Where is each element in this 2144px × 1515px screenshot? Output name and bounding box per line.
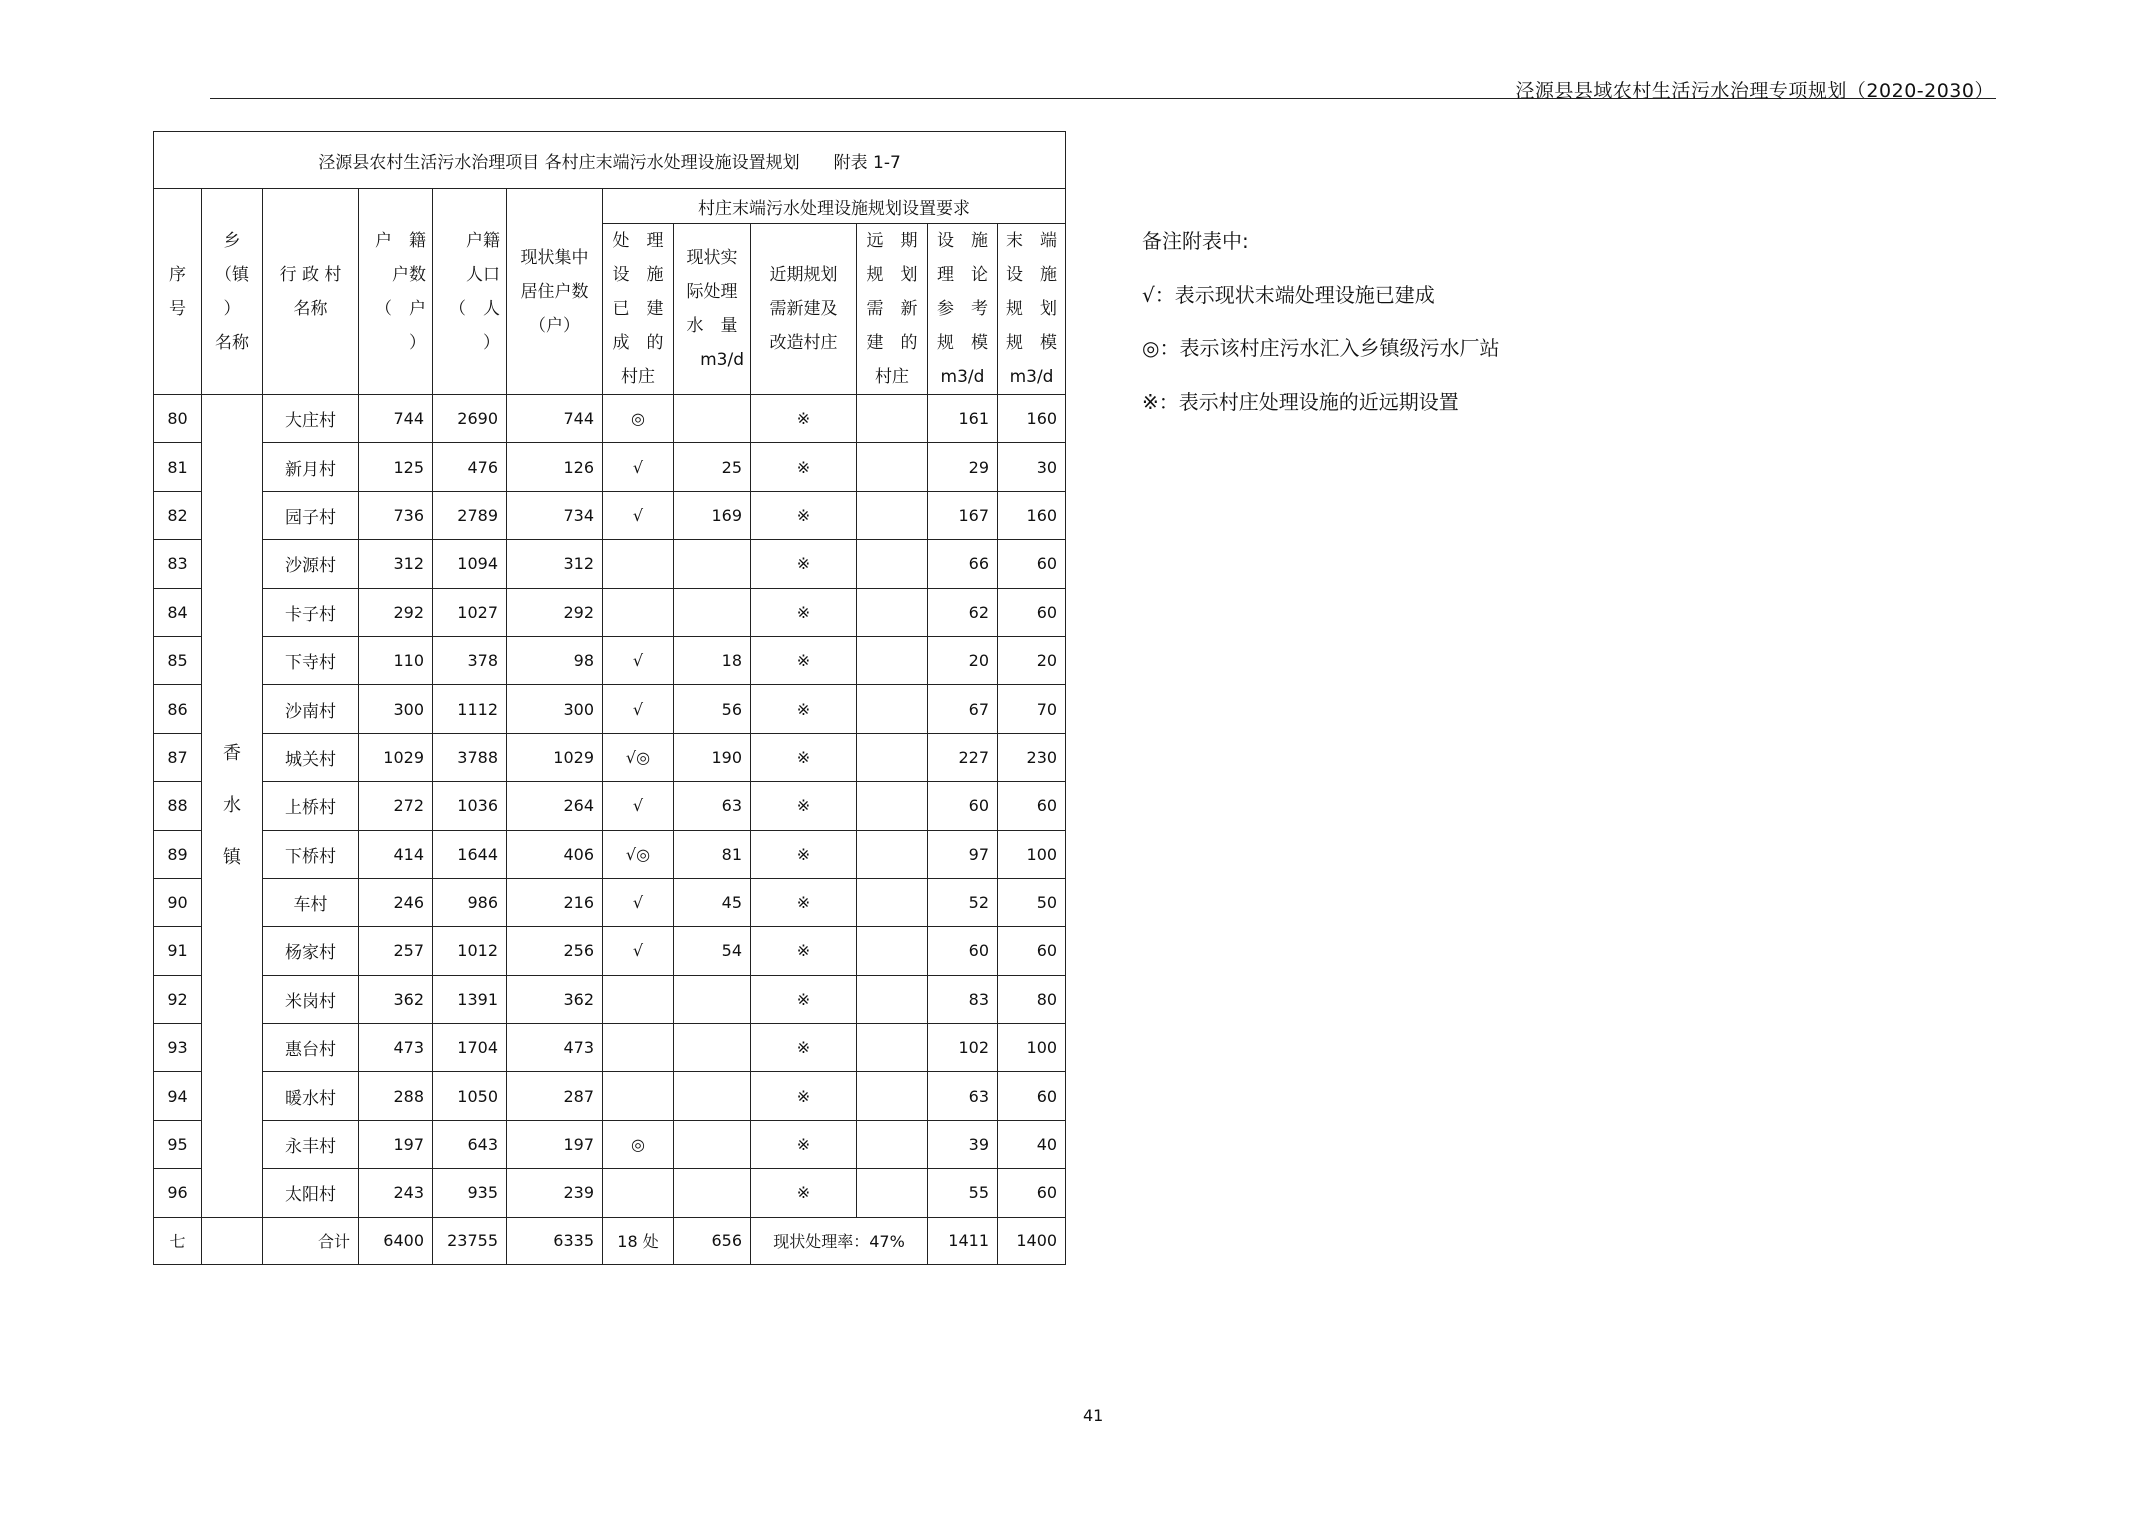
village-name: 太阳村 xyxy=(263,1169,359,1217)
table-row xyxy=(154,782,1066,830)
built-status-cell: √ xyxy=(603,443,674,491)
table-row xyxy=(154,830,1066,878)
village-name: 永丰村 xyxy=(263,1120,359,1168)
built-status-cell xyxy=(603,1169,674,1217)
note-item: ◎：表示该村庄污水汇入乡镇级污水厂站 xyxy=(1142,336,1500,360)
near-term-cell: ※ xyxy=(751,1120,857,1168)
theory-scale-cell: 52 xyxy=(928,878,998,926)
row-index: 94 xyxy=(154,1072,202,1120)
row-index: 92 xyxy=(154,975,202,1023)
near-term-cell: ※ xyxy=(751,1169,857,1217)
resident-households-cell: 734 xyxy=(507,491,603,539)
population-cell: 1094 xyxy=(433,540,507,588)
page-number: 41 xyxy=(1083,1406,1104,1425)
row-index: 86 xyxy=(154,685,202,733)
near-term-cell: ※ xyxy=(751,782,857,830)
households-cell: 312 xyxy=(359,540,433,588)
table-row xyxy=(154,491,1066,539)
total-households: 6400 xyxy=(359,1217,433,1264)
table-row xyxy=(154,975,1066,1023)
households-cell: 473 xyxy=(359,1024,433,1072)
population-cell: 1027 xyxy=(433,588,507,636)
table-row xyxy=(154,588,1066,636)
total-row xyxy=(154,1217,1066,1264)
long-term-cell xyxy=(857,733,928,781)
near-term-cell: ※ xyxy=(751,927,857,975)
built-status-cell xyxy=(603,975,674,1023)
resident-households-cell: 362 xyxy=(507,975,603,1023)
current-flow-cell: 63 xyxy=(674,782,751,830)
households-cell: 300 xyxy=(359,685,433,733)
village-name: 卡子村 xyxy=(263,588,359,636)
households-cell: 257 xyxy=(359,927,433,975)
plan-scale-cell: 60 xyxy=(998,588,1066,636)
resident-households-cell: 473 xyxy=(507,1024,603,1072)
theory-scale-cell: 167 xyxy=(928,491,998,539)
population-cell: 1012 xyxy=(433,927,507,975)
village-name: 车村 xyxy=(263,878,359,926)
col-header-current-flow: 现状实 际处理 水 量 m3/d xyxy=(674,224,751,395)
built-status-cell xyxy=(603,588,674,636)
table-row xyxy=(154,1072,1066,1120)
current-flow-cell: 169 xyxy=(674,491,751,539)
row-index: 85 xyxy=(154,636,202,684)
long-term-cell xyxy=(857,975,928,1023)
village-name: 沙南村 xyxy=(263,685,359,733)
households-cell: 125 xyxy=(359,443,433,491)
col-header-built: 处 理 设 施 已 建 成 的 村庄 xyxy=(603,224,674,395)
col-header-idx: 序 号 xyxy=(154,189,202,395)
long-term-cell xyxy=(857,782,928,830)
plan-scale-cell: 230 xyxy=(998,733,1066,781)
near-term-cell: ※ xyxy=(751,830,857,878)
current-flow-cell: 18 xyxy=(674,636,751,684)
table-row xyxy=(154,540,1066,588)
plan-scale-cell: 160 xyxy=(998,491,1066,539)
households-cell: 243 xyxy=(359,1169,433,1217)
population-cell: 3788 xyxy=(433,733,507,781)
long-term-cell xyxy=(857,395,928,443)
village-name: 米岗村 xyxy=(263,975,359,1023)
long-term-cell xyxy=(857,1120,928,1168)
long-term-cell xyxy=(857,927,928,975)
built-status-cell xyxy=(603,1024,674,1072)
table-row xyxy=(154,733,1066,781)
resident-households-cell: 312 xyxy=(507,540,603,588)
population-cell: 986 xyxy=(433,878,507,926)
total-town xyxy=(202,1217,263,1264)
long-term-cell xyxy=(857,878,928,926)
households-cell: 197 xyxy=(359,1120,433,1168)
current-flow-cell xyxy=(674,1024,751,1072)
col-header-long-term: 远 期 规 划 需 新 建 的 村庄 xyxy=(857,224,928,395)
near-term-cell: ※ xyxy=(751,733,857,781)
theory-scale-cell: 66 xyxy=(928,540,998,588)
theory-scale-cell: 62 xyxy=(928,588,998,636)
row-index: 81 xyxy=(154,443,202,491)
resident-households-cell: 744 xyxy=(507,395,603,443)
row-index: 95 xyxy=(154,1120,202,1168)
long-term-cell xyxy=(857,540,928,588)
households-cell: 110 xyxy=(359,636,433,684)
plan-scale-cell: 80 xyxy=(998,975,1066,1023)
households-cell: 292 xyxy=(359,588,433,636)
near-term-cell: ※ xyxy=(751,975,857,1023)
resident-households-cell: 406 xyxy=(507,830,603,878)
plan-scale-cell: 60 xyxy=(998,1072,1066,1120)
village-sewage-table xyxy=(153,131,1066,1265)
plan-scale-cell: 60 xyxy=(998,1169,1066,1217)
plan-scale-cell: 70 xyxy=(998,685,1066,733)
row-index: 80 xyxy=(154,395,202,443)
households-cell: 246 xyxy=(359,878,433,926)
village-name: 大庄村 xyxy=(263,395,359,443)
note-item: ※：表示村庄处理设施的近远期设置 xyxy=(1142,390,1459,414)
population-cell: 2690 xyxy=(433,395,507,443)
col-header-resident: 现状集中 居住户数 （户） xyxy=(507,189,603,395)
population-cell: 2789 xyxy=(433,491,507,539)
current-flow-cell xyxy=(674,1072,751,1120)
households-cell: 1029 xyxy=(359,733,433,781)
resident-households-cell: 1029 xyxy=(507,733,603,781)
plan-scale-cell: 60 xyxy=(998,540,1066,588)
treatment-rate: 现状处理率：47% xyxy=(751,1217,928,1264)
long-term-cell xyxy=(857,443,928,491)
long-term-cell xyxy=(857,1072,928,1120)
resident-households-cell: 264 xyxy=(507,782,603,830)
built-status-cell: √ xyxy=(603,636,674,684)
table-title: 泾源县农村生活污水治理项目 各村庄末端污水处理设施设置规划 附表 1-7 xyxy=(154,132,1066,189)
resident-households-cell: 287 xyxy=(507,1072,603,1120)
built-status-cell: ◎ xyxy=(603,395,674,443)
total-population: 23755 xyxy=(433,1217,507,1264)
long-term-cell xyxy=(857,491,928,539)
near-term-cell: ※ xyxy=(751,685,857,733)
town-name-cell xyxy=(202,395,263,1218)
theory-scale-cell: 60 xyxy=(928,782,998,830)
table-row xyxy=(154,685,1066,733)
current-flow-cell: 25 xyxy=(674,443,751,491)
theory-scale-cell: 97 xyxy=(928,830,998,878)
long-term-cell xyxy=(857,1024,928,1072)
header-rule xyxy=(210,98,1996,99)
row-index: 88 xyxy=(154,782,202,830)
plan-scale-cell: 160 xyxy=(998,395,1066,443)
table-row xyxy=(154,636,1066,684)
col-header-town: 乡 （镇 ） 名称 xyxy=(202,189,263,395)
village-name: 下桥村 xyxy=(263,830,359,878)
table-row xyxy=(154,1024,1066,1072)
resident-households-cell: 98 xyxy=(507,636,603,684)
long-term-cell xyxy=(857,588,928,636)
built-status-cell: √ xyxy=(603,491,674,539)
resident-households-cell: 256 xyxy=(507,927,603,975)
near-term-cell: ※ xyxy=(751,443,857,491)
theory-scale-cell: 102 xyxy=(928,1024,998,1072)
col-header-near-term: 近期规划 需新建及 改造村庄 xyxy=(751,224,857,395)
row-index: 82 xyxy=(154,491,202,539)
row-index: 91 xyxy=(154,927,202,975)
built-status-cell: √ xyxy=(603,878,674,926)
plan-scale-cell: 60 xyxy=(998,927,1066,975)
table-row xyxy=(154,1120,1066,1168)
plan-scale-cell: 100 xyxy=(998,830,1066,878)
near-term-cell: ※ xyxy=(751,491,857,539)
total-theory-scale: 1411 xyxy=(928,1217,998,1264)
population-cell: 1704 xyxy=(433,1024,507,1072)
current-flow-cell xyxy=(674,1120,751,1168)
village-name: 上桥村 xyxy=(263,782,359,830)
village-name: 园子村 xyxy=(263,491,359,539)
built-status-cell: √◎ xyxy=(603,830,674,878)
col-header-plan-scale: 末 端 设 施 规 划 规 模 m3/d xyxy=(998,224,1066,395)
table-body xyxy=(154,395,1066,1265)
row-index: 90 xyxy=(154,878,202,926)
resident-households-cell: 239 xyxy=(507,1169,603,1217)
town-name-char: 香 xyxy=(223,742,241,764)
built-status-cell: √ xyxy=(603,685,674,733)
theory-scale-cell: 67 xyxy=(928,685,998,733)
row-index: 89 xyxy=(154,830,202,878)
near-term-cell: ※ xyxy=(751,540,857,588)
town-name-char: 水 xyxy=(223,794,241,816)
households-cell: 744 xyxy=(359,395,433,443)
theory-scale-cell: 83 xyxy=(928,975,998,1023)
village-name: 下寺村 xyxy=(263,636,359,684)
theory-scale-cell: 55 xyxy=(928,1169,998,1217)
table-row xyxy=(154,443,1066,491)
current-flow-cell: 54 xyxy=(674,927,751,975)
col-header-population: 户籍 人口 （ 人 ） xyxy=(433,189,507,395)
current-flow-cell xyxy=(674,1169,751,1217)
theory-scale-cell: 161 xyxy=(928,395,998,443)
built-status-cell xyxy=(603,540,674,588)
current-flow-cell xyxy=(674,975,751,1023)
town-name-char: 镇 xyxy=(223,846,241,868)
long-term-cell xyxy=(857,1169,928,1217)
village-name: 沙源村 xyxy=(263,540,359,588)
theory-scale-cell: 63 xyxy=(928,1072,998,1120)
population-cell: 643 xyxy=(433,1120,507,1168)
built-status-cell: √◎ xyxy=(603,733,674,781)
population-cell: 1391 xyxy=(433,975,507,1023)
total-index: 七 xyxy=(154,1217,202,1264)
note-item: √：表示现状末端处理设施已建成 xyxy=(1142,283,1435,307)
near-term-cell: ※ xyxy=(751,1072,857,1120)
theory-scale-cell: 227 xyxy=(928,733,998,781)
document-header-title: 泾源县县域农村生活污水治理专项规划（2020-2030） xyxy=(1515,80,1994,102)
village-name: 杨家村 xyxy=(263,927,359,975)
population-cell: 1644 xyxy=(433,830,507,878)
near-term-cell: ※ xyxy=(751,395,857,443)
current-flow-cell xyxy=(674,540,751,588)
plan-scale-cell: 30 xyxy=(998,443,1066,491)
notes-title: 备注附表中: xyxy=(1142,229,1249,253)
households-cell: 272 xyxy=(359,782,433,830)
row-index: 84 xyxy=(154,588,202,636)
table-row xyxy=(154,395,1066,443)
resident-households-cell: 300 xyxy=(507,685,603,733)
built-status-cell: √ xyxy=(603,782,674,830)
current-flow-cell: 45 xyxy=(674,878,751,926)
col-header-theory-scale: 设 施 理 论 参 考 规 模 m3/d xyxy=(928,224,998,395)
row-index: 83 xyxy=(154,540,202,588)
village-name: 暖水村 xyxy=(263,1072,359,1120)
resident-households-cell: 197 xyxy=(507,1120,603,1168)
total-plan-scale: 1400 xyxy=(998,1217,1066,1264)
col-header-village: 行 政 村 名称 xyxy=(263,189,359,395)
built-status-cell xyxy=(603,1072,674,1120)
row-index: 96 xyxy=(154,1169,202,1217)
table-row xyxy=(154,878,1066,926)
near-term-cell: ※ xyxy=(751,1024,857,1072)
theory-scale-cell: 29 xyxy=(928,443,998,491)
resident-households-cell: 216 xyxy=(507,878,603,926)
col-header-households: 户 籍 户数 （ 户 ） xyxy=(359,189,433,395)
near-term-cell: ※ xyxy=(751,636,857,684)
near-term-cell: ※ xyxy=(751,588,857,636)
total-current-flow: 656 xyxy=(674,1217,751,1264)
theory-scale-cell: 60 xyxy=(928,927,998,975)
households-cell: 414 xyxy=(359,830,433,878)
long-term-cell xyxy=(857,636,928,684)
row-index: 87 xyxy=(154,733,202,781)
table-row xyxy=(154,927,1066,975)
plan-scale-cell: 20 xyxy=(998,636,1066,684)
resident-households-cell: 292 xyxy=(507,588,603,636)
long-term-cell xyxy=(857,685,928,733)
households-cell: 362 xyxy=(359,975,433,1023)
total-resident: 6335 xyxy=(507,1217,603,1264)
population-cell: 1112 xyxy=(433,685,507,733)
built-status-cell: √ xyxy=(603,927,674,975)
current-flow-cell xyxy=(674,588,751,636)
theory-scale-cell: 20 xyxy=(928,636,998,684)
population-cell: 935 xyxy=(433,1169,507,1217)
population-cell: 476 xyxy=(433,443,507,491)
village-name: 惠台村 xyxy=(263,1024,359,1072)
plan-scale-cell: 40 xyxy=(998,1120,1066,1168)
near-term-cell: ※ xyxy=(751,878,857,926)
households-cell: 288 xyxy=(359,1072,433,1120)
current-flow-cell: 56 xyxy=(674,685,751,733)
current-flow-cell: 190 xyxy=(674,733,751,781)
theory-scale-cell: 39 xyxy=(928,1120,998,1168)
current-flow-cell: 81 xyxy=(674,830,751,878)
population-cell: 378 xyxy=(433,636,507,684)
current-flow-cell xyxy=(674,395,751,443)
total-label: 合计 xyxy=(263,1217,359,1264)
village-name: 新月村 xyxy=(263,443,359,491)
total-built: 18 处 xyxy=(603,1217,674,1264)
resident-households-cell: 126 xyxy=(507,443,603,491)
table-row xyxy=(154,1169,1066,1217)
built-status-cell: ◎ xyxy=(603,1120,674,1168)
village-name: 城关村 xyxy=(263,733,359,781)
long-term-cell xyxy=(857,830,928,878)
households-cell: 736 xyxy=(359,491,433,539)
row-index: 93 xyxy=(154,1024,202,1072)
plan-scale-cell: 100 xyxy=(998,1024,1066,1072)
table-head xyxy=(154,132,1066,395)
plan-scale-cell: 60 xyxy=(998,782,1066,830)
population-cell: 1036 xyxy=(433,782,507,830)
group-header: 村庄末端污水处理设施规划设置要求 xyxy=(603,189,1066,224)
population-cell: 1050 xyxy=(433,1072,507,1120)
plan-scale-cell: 50 xyxy=(998,878,1066,926)
